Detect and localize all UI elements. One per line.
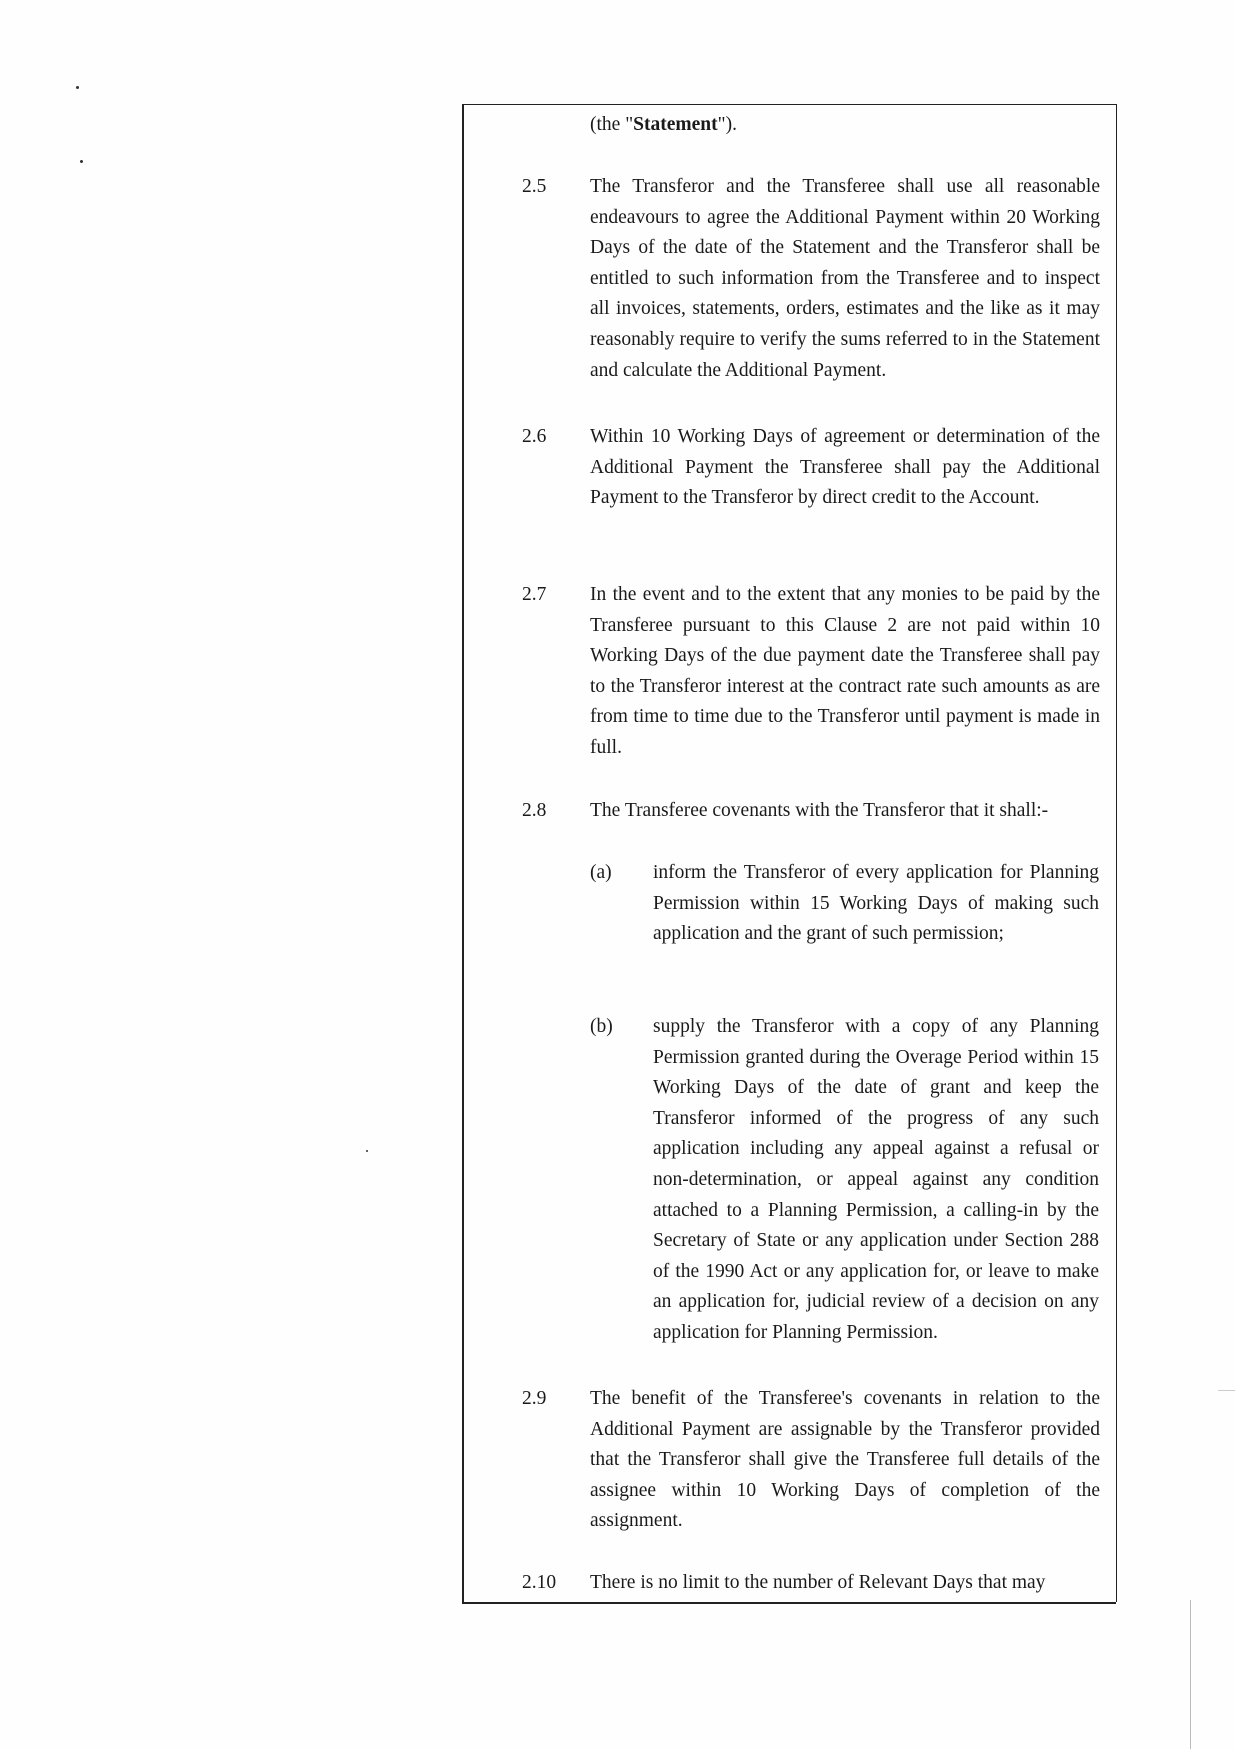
clause-number: 2.6	[522, 426, 547, 447]
clause-text: The benefit of the Transferee's covenants in relation to the Additional Payment are assignable by the Transferor provided that the Transferor shall give the Transferee full details of the assignee within 10 Working Days of completion of the assignment.	[590, 1388, 1100, 1532]
clause-number: 2.8	[522, 800, 547, 821]
defined-term-statement: Statement	[633, 114, 718, 135]
clause-text: The Transferee covenants with the Transferor that it shall:-	[590, 800, 1049, 821]
continuation-suffix: ").	[717, 114, 737, 135]
continuation-prefix: (the "	[590, 114, 634, 135]
subclause-label: (b)	[590, 1016, 613, 1037]
clause-number: 2.9	[522, 1388, 547, 1409]
frame-bottom-border	[462, 1602, 1116, 1604]
frame-top-border	[462, 104, 1116, 105]
scan-speck	[366, 1150, 368, 1152]
clause-number: 2.7	[522, 584, 547, 605]
clause-number: 2.5	[522, 176, 547, 197]
clause-text: Within 10 Working Days of agreement or determination of the Additional Payment the Transferee shall pay the Additional Payment to the Transferor by direct credit to the Account.	[590, 426, 1100, 509]
clause-text: In the event and to the extent that any monies to be paid by the Transferee pursuant to this Clause 2 are not paid within 10 Working Days of the due payment date the Transferee shall pay to the Transferor interest at the contract rate such amounts as are from time to time due to the Transferor until payment is made in full.	[590, 584, 1100, 758]
scan-margin-line	[1190, 1600, 1191, 1749]
scan-speck	[76, 86, 79, 89]
scan-margin-tick	[1218, 1390, 1235, 1391]
subclause-text: supply the Transferor with a copy of any Planning Permission granted during the Overage Period within 15 Working Days of the date of grant and keep the Transferor informed of the progress of any such application including any appeal against a refusal or non-determination, or appeal against any condition attached to a Planning Permission, a calling-in by the Secretary of State or any application under Section 288 of the 1990 Act or any application for, or leave to make an application for, judicial review of a decision on any application for Planning Permission.	[653, 1016, 1099, 1343]
clause-text: There is no limit to the number of Relevant Days that may	[590, 1572, 1046, 1593]
subclause-label: (a)	[590, 862, 612, 883]
scan-speck	[80, 160, 83, 163]
clause-text: The Transferor and the Transferee shall use all reasonable endeavours to agree the Additional Payment within 20 Working Days of the date of the Statement and the Transferor shall be entitled to such information from the Transferee and to inspect all invoices, statements, orders, estimates and the like as it may reasonably require to verify the sums referred to in the Statement and calculate the Additional Payment.	[590, 176, 1100, 381]
subclause-text: inform the Transferor of every application for Planning Permission within 15 Working Days of making such application and the grant of such permission;	[653, 862, 1099, 945]
clause-number: 2.10	[522, 1572, 557, 1593]
